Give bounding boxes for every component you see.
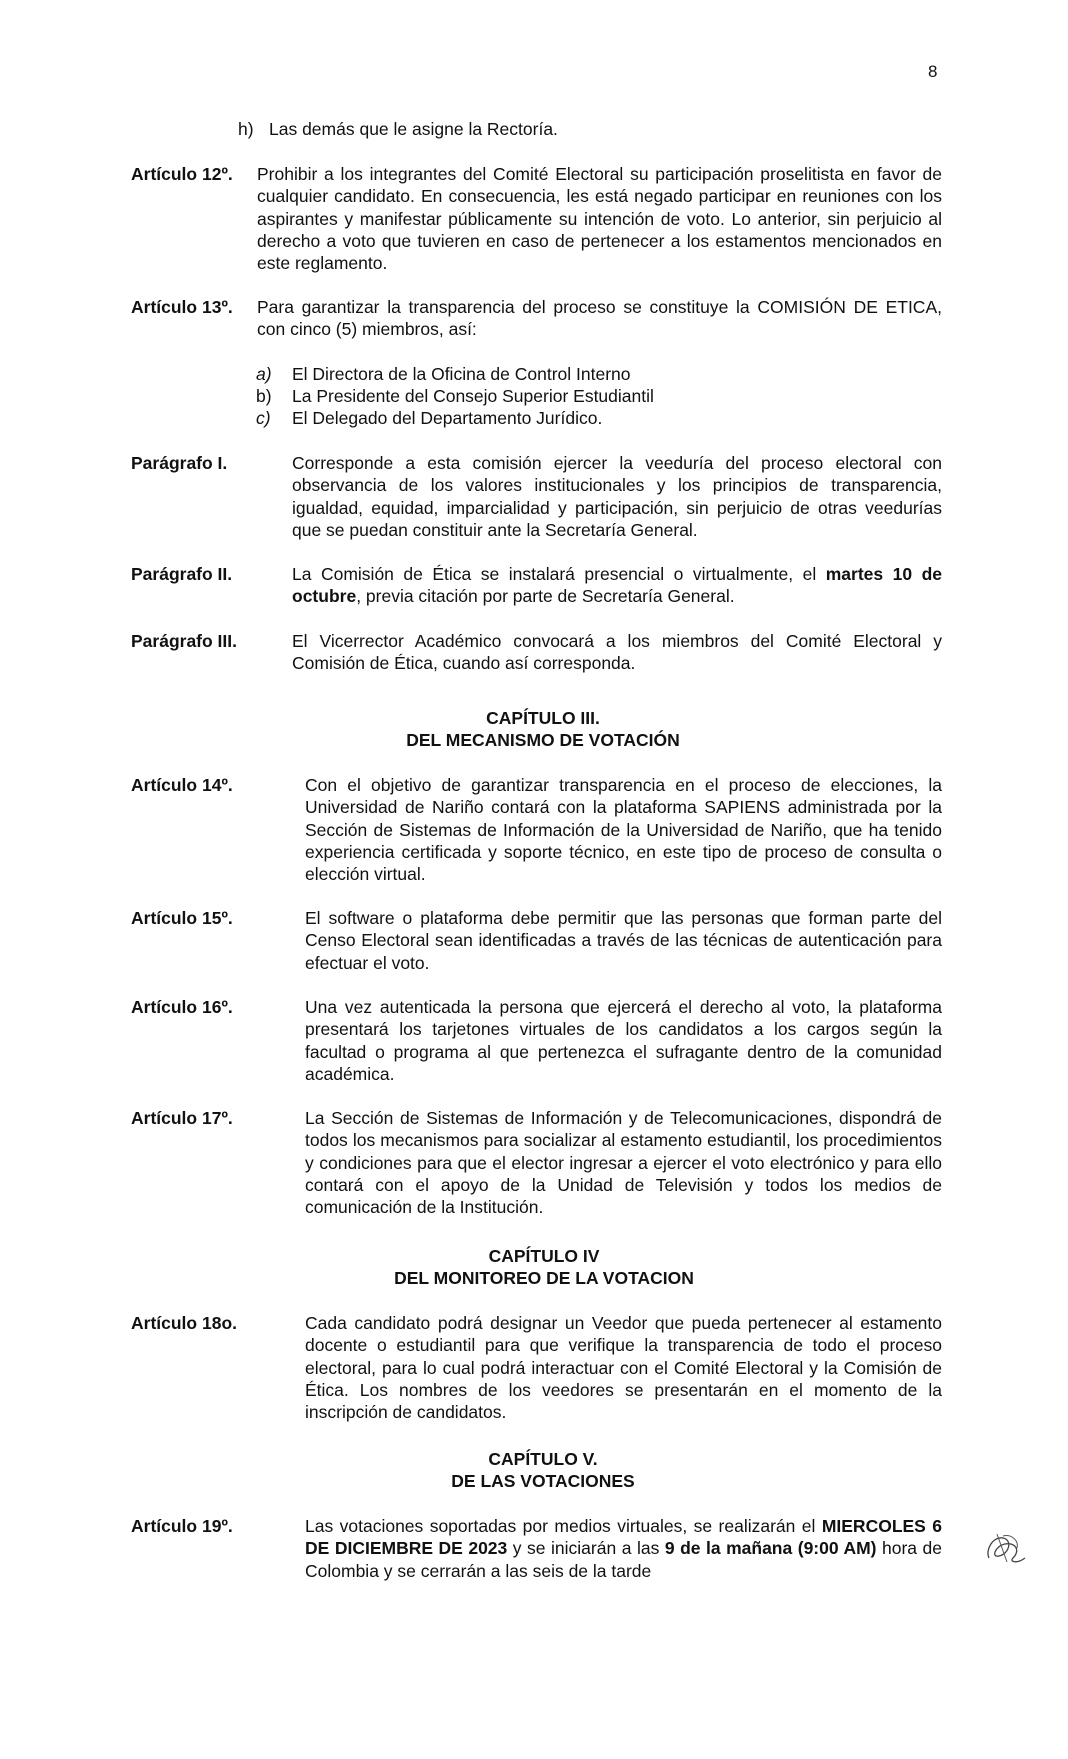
chapter-5-subtitle: DE LAS VOTACIONES	[451, 1471, 635, 1491]
article-12-label: Artículo 12º.	[131, 164, 233, 184]
chapter-4-title: CAPÍTULO IV	[488, 1246, 600, 1266]
article-19-label: Artículo 19º.	[131, 1516, 233, 1536]
list-item-c	[256, 407, 602, 429]
paragraph-3-label: Parágrafo III.	[131, 631, 238, 651]
list-marker: c)	[256, 408, 271, 428]
list-marker: a)	[256, 364, 272, 384]
page-number: 8	[928, 62, 938, 81]
chapter-4-subtitle: DEL MONITOREO DE LA VOTACION	[394, 1268, 694, 1288]
article-19-text: Las votaciones soportadas por medios virtuales, se realizarán el MIERCOLES 6 DE DICIEMBRE DE 2023 y se iniciarán a las 9 de la mañana (9:00 AM) hora de Colombia y se cerrarán a las seis de la tarde	[305, 1516, 943, 1581]
chapter-3-subtitle: DEL MECANISMO DE VOTACIÓN	[406, 730, 680, 750]
article-18-text: Cada candidato podrá designar un Veedor que pueda pertenecer al estamento docente o estudiantil para que verifique la transparencia de todo el proceso electoral, para lo cual podrá interactuar con el Comité Electoral y la Comisión de Ética. Los nombres de los veedores se presentarán en el momento de la inscripción de candidatos.	[305, 1313, 942, 1423]
article-14-text: Con el objetivo de garantizar transparencia en el proceso de elecciones, la Universidad de Nariño contará con la plataforma SAPIENS administrada por la Sección de Sistemas de Información de la Universidad de Nariño, que ha tenido experiencia certificada y soporte técnico, en este tipo de proceso de consulta o elección virtual.	[305, 775, 942, 885]
list-item-h	[238, 118, 558, 140]
article-16-text: Una vez autenticada la persona que ejercerá el derecho al voto, la plataforma presentará los tarjetones virtuales de los candidatos a los cargos según la facultad o programa al que pertenezca el sufragante dentro de la comunidad académica.	[305, 997, 942, 1084]
paragraph-1-text: Corresponde a esta comisión ejercer la veeduría del proceso electoral con observancia de los valores institucionales y los principios de transparencia, igualdad, equidad, imparcialidad y participación, sin perjuicio de otras veedurías que se puedan constituir ante la Secretaría General.	[292, 453, 942, 540]
article-12-text: Prohibir a los integrantes del Comité Electoral su participación proselitista en favor de cualquier candidato. En consecuencia, les está negado participar en reuniones con los aspirantes y manifestar públicamente su intención de voto. Lo anterior, sin perjuicio al derecho a voto que tuvieren en caso de pertenecer a los estamentos mencionados en este reglamento.	[257, 164, 942, 274]
list-item-text: Las demás que le asigne la Rectoría.	[269, 119, 558, 139]
article-17-text: La Sección de Sistemas de Información y de Telecomunicaciones, dispondrá de todos los mecanismos para socializar al estamento estudiantil, los procedimientos y condiciones para que el elector ingresar a ejercer el voto electrónico y para ello contará con el apoyo de la Unidad de Televisión y todos los medios de comunicación de la Institución.	[305, 1108, 942, 1218]
article-18-label: Artículo 18o.	[131, 1313, 237, 1333]
signature-mark	[983, 1528, 1029, 1568]
chapter-5-title: CAPÍTULO V.	[488, 1449, 598, 1469]
article-15-label: Artículo 15º.	[131, 908, 233, 928]
list-marker: b)	[256, 386, 272, 406]
article-16-label: Artículo 16º.	[131, 997, 233, 1017]
list-marker: h)	[238, 119, 254, 139]
article-14-label: Artículo 14º.	[131, 775, 233, 795]
paragraph-3-text: El Vicerrector Académico convocará a los miembros del Comité Electoral y Comisión de Ética, cuando así corresponda.	[292, 631, 942, 674]
list-item-b	[256, 385, 654, 407]
chapter-3-title: CAPÍTULO III.	[486, 708, 600, 728]
article-15-text: El software o plataforma debe permitir que las personas que forman parte del Censo Electoral sean identificadas a través de las técnicas de autenticación para efectuar el voto.	[305, 908, 942, 973]
paragraph-2-text: La Comisión de Ética se instalará presencial o virtualmente, el martes 10 de octubre, previa citación por parte de Secretaría General.	[292, 564, 943, 607]
article-13-label: Artículo 13º.	[131, 297, 233, 317]
list-item-text: La Presidente del Consejo Superior Estudiantil	[292, 386, 654, 406]
paragraph-1-label: Parágrafo I.	[131, 453, 228, 473]
article-17-label: Artículo 17º.	[131, 1108, 233, 1128]
list-item-a	[256, 363, 631, 385]
paragraph-2-label: Parágrafo II.	[131, 564, 233, 584]
article-13-text: Para garantizar la transparencia del proceso se constituye la COMISIÓN DE ETICA, con cinco (5) miembros, así:	[257, 297, 942, 340]
list-item-text: El Directora de la Oficina de Control Interno	[292, 364, 631, 384]
list-item-text: El Delegado del Departamento Jurídico.	[292, 408, 603, 428]
